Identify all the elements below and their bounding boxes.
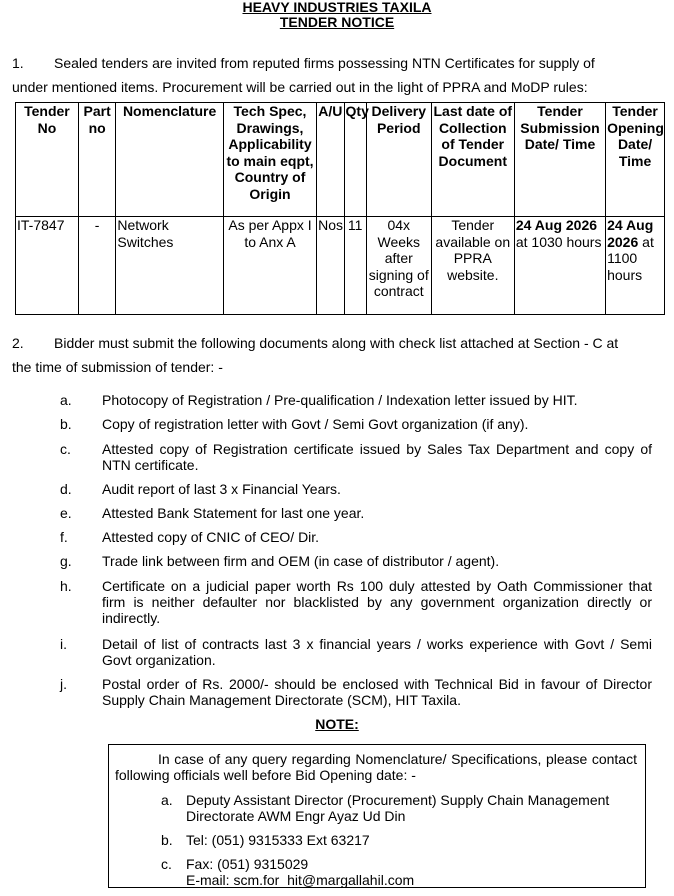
list-letter: i.	[60, 636, 67, 652]
contact-box	[108, 744, 646, 888]
paragraph-text: Sealed tenders are invited from reputed firms possessing NTN Certificates for supply of	[54, 55, 595, 71]
header-tech-spec: Tech Spec, Drawings, Applicability to main eqpt, Country of Origin	[223, 103, 316, 217]
list-letter: c.	[60, 441, 71, 457]
cell-tech-spec: As per Appx I to Anx A	[223, 217, 316, 315]
header-qty: Qty	[344, 103, 366, 217]
list-letter: h.	[60, 578, 72, 594]
header-submission: Tender Submission Date/ Time	[514, 103, 605, 217]
cell-tender-no: IT-7847	[16, 217, 79, 315]
submission-date: 24 Aug 2026	[515, 217, 598, 233]
table-header-row	[16, 103, 665, 217]
list-text: Audit report of last 3 x Financial Years.	[102, 481, 341, 497]
cell-part-no: -	[78, 217, 116, 315]
list-letter: a.	[161, 792, 173, 808]
cell-qty: 11	[344, 217, 366, 315]
list-text: Attested Bank Statement for last one year.	[102, 505, 365, 521]
opening-time: at 1100 hours	[607, 233, 654, 283]
contact-intro: In case of any query regarding Nomenclature/ Specifications, please contact following officials well before Bid Opening date: -	[115, 751, 637, 783]
list-letter: e.	[60, 505, 72, 521]
cell-au: Nos	[317, 217, 344, 315]
contact-tel: Tel: (051) 9315333 Ext 63217	[186, 832, 370, 848]
header-part-no: Part no	[78, 103, 116, 217]
list-text: Certificate on a judicial paper worth Rs 100 duly attested by Oath Commissioner that firm is neither defaulter nor blacklisted by any government organization directly or indirectly.	[102, 578, 652, 626]
opening-date: 24 Aug 2026	[607, 217, 654, 250]
cell-submission	[514, 217, 605, 315]
paragraph-2	[12, 331, 652, 379]
paragraph-text: under mentioned items. Procurement will be carried out in the light of PPRA and MoDP rules:	[12, 79, 588, 95]
cell-delivery: 04x Weeks after signing of contract	[366, 217, 431, 315]
header-au: A/U	[317, 103, 344, 217]
list-text: Attested copy of Registration certificate issued by Sales Tax Department and copy of NTN certificate.	[102, 441, 652, 473]
notice-title: TENDER NOTICE	[279, 14, 395, 30]
header-opening: Tender Opening Date/ Time	[606, 103, 665, 217]
tender-table	[15, 102, 665, 315]
header-last-date: Last date of Collection of Tender Document	[431, 103, 514, 217]
email-link[interactable]: E-mail: scm.for_hit@margallahil.com	[186, 872, 415, 888]
table-row	[16, 217, 665, 315]
cell-last-date: Tender available on PPRA website.	[431, 217, 514, 315]
contact-name: Deputy Assistant Director (Procurement) Supply Chain Management Directorate AWM Engr Ayaz Ud Din	[186, 792, 610, 824]
paragraph-text: Bidder must submit the following documents along with check list attached at Section - C at	[54, 335, 619, 351]
list-letter: j.	[60, 676, 67, 692]
header-nomenclature: Nomenclature	[116, 103, 223, 217]
note-heading: NOTE:	[315, 716, 359, 732]
contact-fax	[186, 856, 641, 888]
list-letter: a.	[60, 392, 72, 408]
list-text: Attested copy of CNIC of CEO/ Dir.	[102, 529, 320, 545]
list-letter: b.	[161, 832, 173, 848]
list-text: Trade link between firm and OEM (in case of distributor / agent).	[102, 553, 500, 569]
list-text: Photocopy of Registration / Pre-qualification / Indexation letter issued by HIT.	[102, 392, 578, 408]
organization-title: HEAVY INDUSTRIES TAXILA	[242, 0, 432, 15]
list-letter: b.	[60, 416, 72, 432]
paragraph-text: the time of submission of tender: -	[12, 359, 223, 375]
list-letter: d.	[60, 481, 72, 497]
list-letter: f.	[60, 529, 68, 545]
list-text: Copy of registration letter with Govt / Semi Govt organization (if any).	[102, 416, 529, 432]
paragraph-number: 1.	[12, 55, 24, 71]
cell-opening	[606, 217, 665, 315]
fax-text: Fax: (051) 9315029	[186, 856, 309, 872]
header-tender-no: Tender No	[16, 103, 79, 217]
paragraph-1	[12, 51, 652, 99]
list-letter: g.	[60, 553, 72, 569]
list-text: Detail of list of contracts last 3 x financial years / works experience with Govt / Semi Govt organization.	[102, 636, 652, 668]
cell-nomenclature: Network Switches	[116, 217, 223, 315]
submission-time: at 1030 hours	[515, 233, 602, 250]
header-delivery: Delivery Period	[366, 103, 431, 217]
list-letter: c.	[161, 856, 172, 872]
paragraph-number: 2.	[12, 335, 24, 351]
list-text: Postal order of Rs. 2000/- should be enclosed with Technical Bid in favour of Director Supply Chain Management Directorate (SCM), HIT Taxila.	[102, 676, 652, 708]
